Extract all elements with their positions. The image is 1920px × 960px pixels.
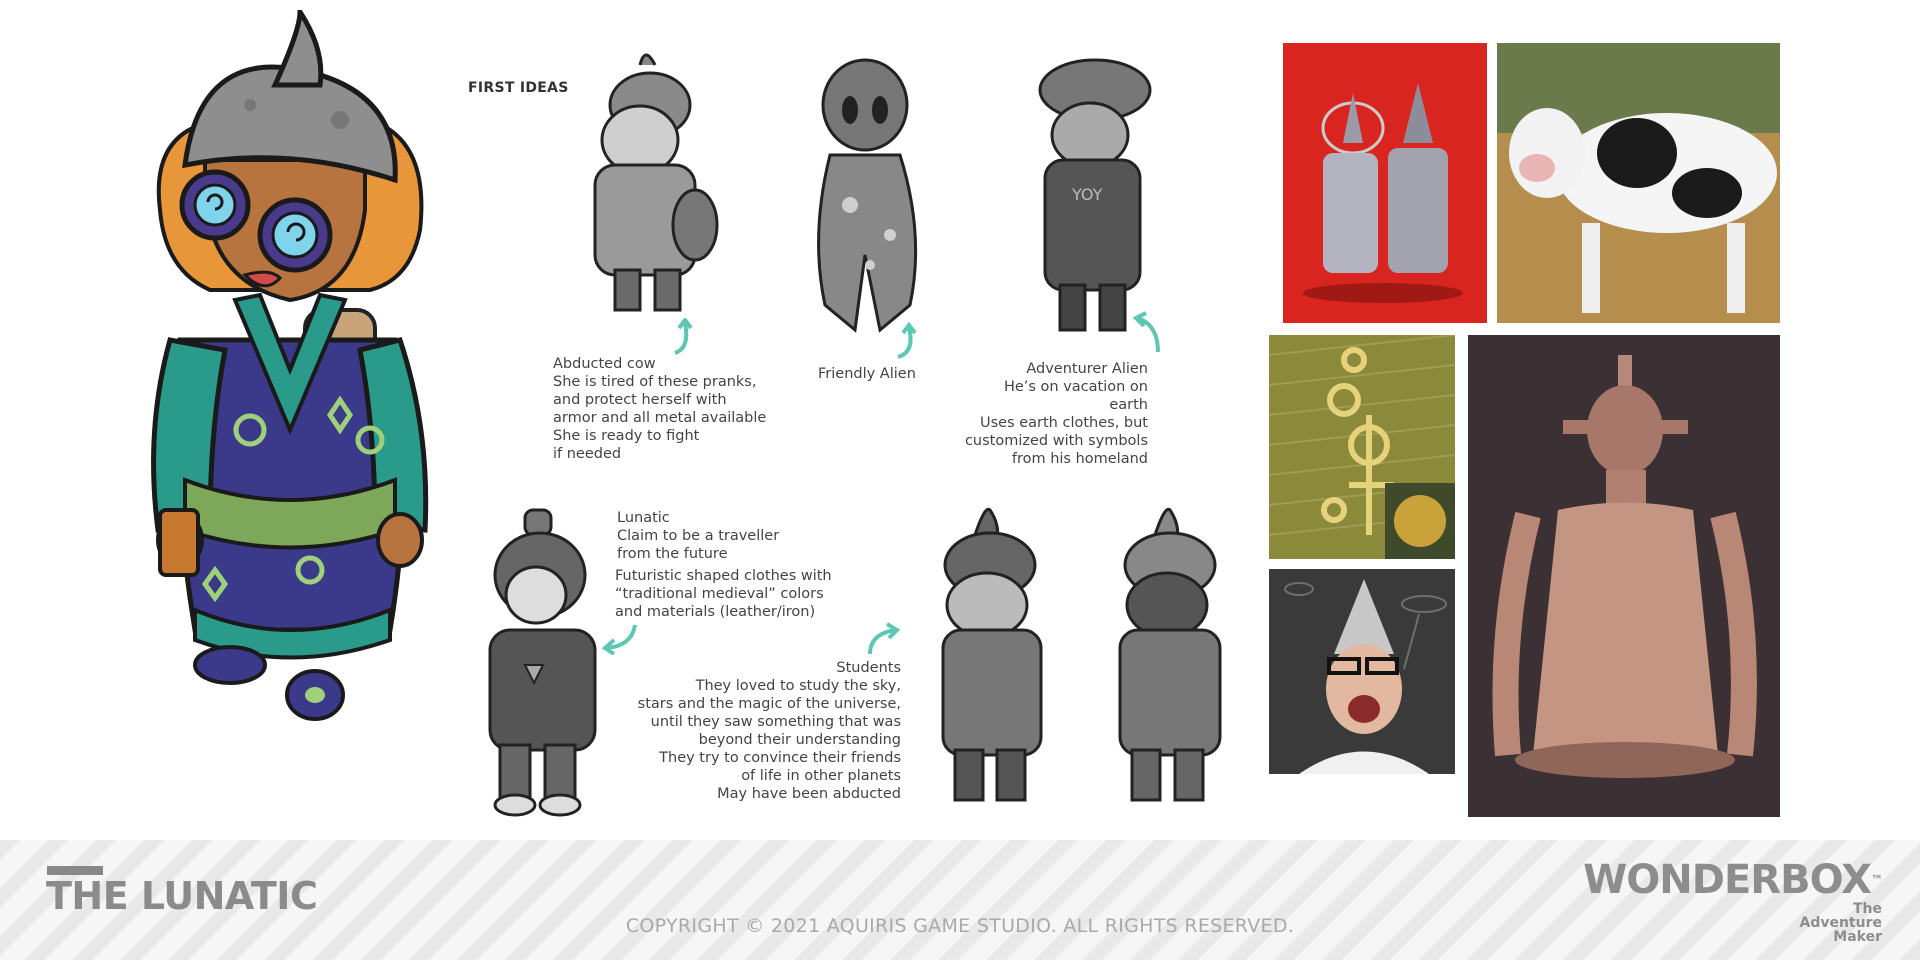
lunatic-caption-line: from the future: [617, 546, 728, 562]
svg-text:YOY: YOY: [1072, 185, 1103, 204]
lunatic-caption-line: Futuristic shaped clothes with: [615, 568, 832, 584]
adventurer-alien-caption-line: from his homeland: [1011, 451, 1148, 467]
cow-caption-line: if needed: [553, 446, 622, 462]
cow-caption-line: and protect herself with: [553, 392, 727, 408]
reference-photo-robots: [1283, 43, 1487, 323]
page-title: THE LUNATIC: [46, 874, 318, 918]
adventurer-alien-caption-line: earth: [1109, 397, 1148, 413]
student-sketch-2: [1100, 505, 1230, 820]
adventurer-alien-caption-line: Uses earth clothes, but: [979, 415, 1148, 431]
student-sketch-1: [925, 505, 1055, 820]
arrow-friendly-alien: [895, 322, 925, 366]
cow-sketch: [575, 45, 725, 345]
adventurer-alien-caption: [930, 360, 1148, 468]
adventurer-alien-caption-line: Adventurer Alien: [1026, 361, 1148, 377]
cow-caption-line: She is ready to fight: [553, 428, 700, 444]
logo-subtitle-3: Maker: [1833, 929, 1882, 945]
lunatic-caption-line: Lunatic: [617, 510, 670, 526]
adventurer-alien-caption-line: customized with symbols: [964, 433, 1148, 449]
section-heading: FIRST IDEAS: [468, 80, 569, 96]
cow-caption: [553, 355, 783, 463]
students-caption-line: They loved to study the sky,: [695, 678, 901, 694]
logo-subtitle-2: Adventure: [1799, 915, 1882, 931]
logo-trademark: ™: [1871, 873, 1882, 887]
adventurer-alien-sketch: [1020, 50, 1170, 345]
reference-photo-cow: [1497, 43, 1780, 323]
lunatic-caption: [617, 509, 847, 563]
cow-caption-line: She is tired of these pranks,: [553, 374, 757, 390]
students-caption-line: of life in other planets: [741, 768, 901, 784]
logo-main-text: WONDERBOX: [1583, 857, 1871, 903]
lunatic-caption-line: “traditional medieval” colors: [615, 586, 824, 602]
cow-caption-line: armor and all metal available: [553, 410, 767, 426]
lunatic-caption-line: Claim to be a traveller: [617, 528, 780, 544]
students-caption-line: They try to convince their friends: [659, 750, 901, 766]
friendly-alien-caption-line: Friendly Alien: [818, 366, 916, 382]
students-caption-line: May have been abducted: [717, 786, 901, 802]
arrow-students: [865, 622, 905, 661]
students-caption-line: stars and the magic of the universe,: [637, 696, 901, 712]
adventurer-alien-caption-line: He’s on vacation on: [1003, 379, 1148, 395]
copyright-notice: COPYRIGHT © 2021 AQUIRIS GAME STUDIO. ALL RIGHTS RESERVED.: [625, 915, 1295, 937]
arrow-lunatic: [600, 620, 640, 659]
students-caption-line: until they saw something that was: [650, 714, 901, 730]
wonderbox-logo: [1583, 858, 1882, 944]
main-character-illustration: [140, 10, 440, 725]
lunatic-sketch: [470, 505, 610, 820]
reference-photo-tinfoil-hat: [1269, 569, 1455, 774]
lunatic-caption-2: [615, 567, 845, 621]
students-caption: [620, 659, 901, 803]
students-caption-line: beyond their understanding: [698, 732, 901, 748]
friendly-alien-sketch: [800, 55, 940, 345]
cow-caption-line: Abducted cow: [553, 356, 656, 372]
reference-photo-retro-robot-woman: [1468, 335, 1780, 817]
logo-subtitle-1: The: [1852, 901, 1882, 917]
arrow-adventurer-alien: [1130, 310, 1165, 359]
lunatic-caption-line: and materials (leather/iron): [615, 604, 816, 620]
students-caption-line: Students: [836, 660, 901, 676]
reference-photo-crop-circle: [1269, 335, 1455, 559]
